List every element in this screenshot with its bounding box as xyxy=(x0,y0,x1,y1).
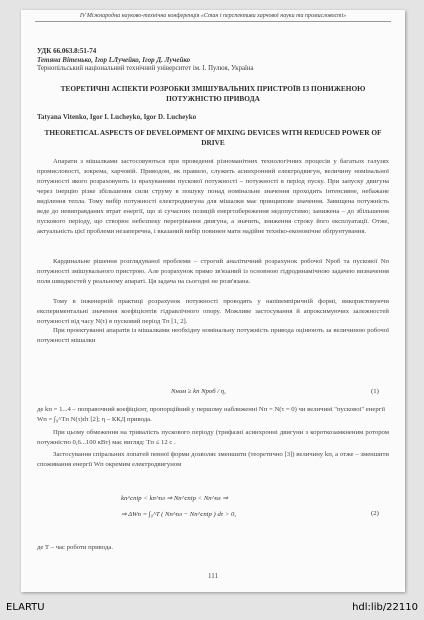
footer-repository-name: ELARTU xyxy=(6,602,45,613)
equation-2-line-1: kп^спір < kп^пл ⇒ Nп^спір < Nп^пл ⇒ xyxy=(121,495,228,502)
closing-line: де T – час роботи привода. xyxy=(37,544,113,551)
authors-en: Tatyana Vitenko, Igor I. Lucheyko, Igor D. Lucheyko xyxy=(37,113,197,121)
udk-code: УДК 66.063.8:51-74 xyxy=(37,47,97,55)
equation-1: Nном ≥ kп Nроб / η, xyxy=(171,388,226,395)
paragraph-2: Кардинальне рішення розглядуваної проблеми – строгий аналітичний розрахунок робочої Nроб та пускової Nп потужності змішувального пристрою. Але розрахунок прямо зв'язаний із основною гідродинамічною задачею визначення поля швидкостей у реальному апараті. Ця задача на сьогодні не розв'язана. xyxy=(37,258,389,285)
equation-1-number: (1) xyxy=(371,388,379,395)
affiliation-ua: Тернопільський національний технічний університет ім. І. Пулюя, Україна xyxy=(37,65,254,72)
running-head: IV Міжнародна науково-технічна конференція «Стан і перспективи харчової науки та промисловості» xyxy=(35,13,391,22)
title-en: THEORETICAL ASPECTS OF DEVELOPMENT OF MIXING DEVICES WITH REDUCED POWER OF DRIVE xyxy=(44,128,382,147)
paragraph-3: Тому в інженерній практиці розрахунок потужності проводять у напівемпіричній формі, використовуючи експериментальні значення коефіцієнтів гідравлічного опору. Можливе застосування й апроксимуючих залежностей потужності від часу N(τ) в пусковий період Tп [1, 2]. xyxy=(37,298,389,325)
paragraph-6: При цьому обмеження на тривалість пускового періоду (трифазні асинхронні двигуни з короткозамкненим ротором потужністю 0,6...100 кВт) має вигляд: Tп ≤ 12 с . xyxy=(37,429,389,446)
footer-handle: hdl:lib/22110 xyxy=(352,602,418,613)
equation-2-line-2: ⇒ ΔWп = ∫₀^T ( Nп^пл − Nп^спір ) dτ > 0, xyxy=(121,511,237,518)
page-number: 111 xyxy=(208,572,218,580)
paragraph-7: Застосування спіральних лопатей певної форми дозволяє зменшити (теоретично [3]) величину kп, а отже – зменшити споживання енергії Wп окремим електродвигуном xyxy=(37,451,389,468)
authors-ua: Тетяна Вітенько, Ігор І.Лучейко, Ігор Д. Лучейко xyxy=(37,56,191,64)
paragraph-4: При проектуванні апаратів із мішалками необхідну номінальну потужність привода оцінюють за величиною робочої потужності мішалки xyxy=(37,327,389,344)
title-ua: ТЕОРЕТИЧНІ АСПЕКТИ РОЗРОБКИ ЗМІШУВАЛЬНИХ ПРИСТРОЇВ ІЗ ПОНИЖЕНОЮ ПОТУЖНІСТЮ ПРИВОДА xyxy=(60,84,366,103)
document-page xyxy=(21,10,405,592)
paragraph-5: де kп = 1...4 – поправочний коефіцієнт, пропорційний у першому наближенні Nп = N(τ = 0) чи величині "пусковоі" енергії Wп = ∫₀^Tп N(τ)dτ [2]; η – ККД привода. xyxy=(37,406,386,423)
equation-2-number: (2) xyxy=(371,510,379,517)
paragraph-1: Апарати з мішалками застосовуються при проведенні різноманітних технологічних процесів у багатьох галузях промисловості, зокрема, харчовій. Приводом, як правило, служить асинхронний електродвигун, величину номінальної потужності якого розраховують із врахуванням пускової потужності – потужності в період пуску. При запуску двигуна через інерцію різке збільшення сили струму в пошуку понад номінальне значення проходить інтенсивне, небажане виділення тепла. Тому вибір потужності електродвигуна для мішалки має принципове значення. Завищена потужність веде до невиправданих втрат енергії, що зі сучасних позицій енергозбереження недопустимо; занижена – до збільшення пускового періоду, що створює небезпеку перегрівання двигуна, а значить, зниження строку його експлуатації. Отже, актуальність цієї проблеми незаперечна, і вказаний вибір повинен мати надійне техніко-економічне обґрунтування. xyxy=(37,158,389,235)
